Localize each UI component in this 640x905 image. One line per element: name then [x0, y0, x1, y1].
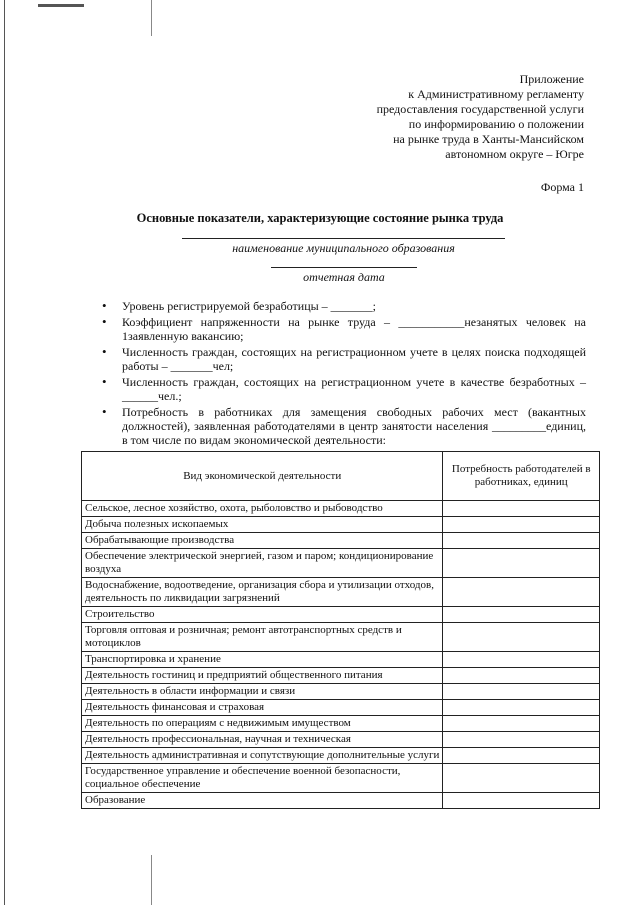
table-row — [82, 501, 600, 517]
demand-cell[interactable] — [443, 578, 600, 607]
activity-cell: Сельское, лесное хозяйство, охота, рыболовство и рыбоводство — [82, 501, 443, 517]
appendix-line: автономном округе – Югре — [445, 147, 584, 161]
demand-cell[interactable] — [443, 533, 600, 549]
economic-activity-table — [81, 451, 600, 809]
activity-cell: Водоснабжение, водоотведение, организация сбора и утилизации отходов, деятельность по ликвидации загрязнений — [82, 578, 443, 607]
table-row — [82, 607, 600, 623]
page-title: Основные показатели, характеризующие состояние рынка труда — [136, 211, 504, 225]
municipality-rule — [182, 238, 505, 239]
activity-cell: Деятельность по операциям с недвижимым имуществом — [82, 716, 443, 732]
demand-cell[interactable] — [443, 684, 600, 700]
table-row — [82, 549, 600, 578]
table-row — [82, 668, 600, 684]
activity-cell: Деятельность административная и сопутствующие дополнительные услуги — [82, 748, 443, 764]
demand-cell[interactable] — [443, 716, 600, 732]
demand-cell[interactable] — [443, 549, 600, 578]
scan-fold-line-top — [151, 0, 152, 36]
indicator-item: • Численность граждан, состоящих на регистрационном учете в качестве безработных – ______чел.; — [102, 375, 586, 403]
demand-cell[interactable] — [443, 623, 600, 652]
table-row — [82, 732, 600, 748]
report-date-caption: отчетная дата — [303, 270, 385, 284]
activity-cell: Добыча полезных ископаемых — [82, 517, 443, 533]
demand-cell[interactable] — [443, 764, 600, 793]
activity-cell: Строительство — [82, 607, 443, 623]
table-header-row — [82, 452, 600, 501]
activity-cell: Деятельность финансовая и страховая — [82, 700, 443, 716]
activity-cell: Обрабатывающие производства — [82, 533, 443, 549]
appendix-line: на рынке труда в Ханты-Мансийском — [393, 132, 584, 146]
table-row — [82, 793, 600, 809]
table-row — [82, 748, 600, 764]
scan-fold-line-bottom — [151, 855, 152, 905]
activity-cell: Деятельность гостиниц и предприятий общественного питания — [82, 668, 443, 684]
activity-cell: Образование — [82, 793, 443, 809]
table-row — [82, 517, 600, 533]
table-row — [82, 716, 600, 732]
table-row — [82, 533, 600, 549]
municipality-field[interactable] — [182, 238, 505, 256]
indicator-item: • Потребность в работниках для замещения свободных рабочих мест (вакантных должностей), заявленная работодателями в центр занятости населения _________единиц, в том числе по видам экономической деятельности: — [102, 405, 586, 447]
demand-cell[interactable] — [443, 501, 600, 517]
table-row — [82, 652, 600, 668]
appendix-block — [377, 72, 584, 162]
form-label: Форма 1 — [540, 180, 584, 194]
table-row — [82, 684, 600, 700]
table-row — [82, 700, 600, 716]
demand-cell[interactable] — [443, 607, 600, 623]
appendix-line: Приложение — [519, 72, 584, 86]
appendix-line: предоставления государственной услуги — [376, 102, 584, 116]
demand-cell[interactable] — [443, 700, 600, 716]
scan-edge-line — [4, 0, 5, 905]
header-activity-type: Вид экономической деятельности — [82, 452, 443, 501]
scan-top-mark — [38, 4, 84, 7]
indicator-list — [102, 299, 586, 449]
indicator-item: • Уровень регистрируемой безработицы – _______; — [102, 299, 586, 313]
demand-cell[interactable] — [443, 748, 600, 764]
table-row — [82, 764, 600, 793]
activity-cell: Обеспечение электрической энергией, газом и паром; кондиционирование воздуха — [82, 549, 443, 578]
header-employer-demand: Потребность работодателей в работниках, единиц — [443, 452, 600, 501]
demand-cell[interactable] — [443, 732, 600, 748]
indicator-item: • Коэффициент напряженности на рынке труда – ___________незанятых человек на 1заявленную вакансию; — [102, 315, 586, 343]
report-date-field[interactable] — [271, 267, 417, 285]
demand-cell[interactable] — [443, 517, 600, 533]
report-date-rule — [271, 267, 417, 268]
activity-cell: Государственное управление и обеспечение военной безопасности, социальное обеспечение — [82, 764, 443, 793]
municipality-caption: наименование муниципального образования — [232, 241, 455, 255]
appendix-line: по информированию о положении — [408, 117, 584, 131]
table-row — [82, 578, 600, 607]
activity-cell: Транспортировка и хранение — [82, 652, 443, 668]
indicator-item: • Численность граждан, состоящих на регистрационном учете в целях поиска подходящей работы – _______чел; — [102, 345, 586, 373]
appendix-line: к Административному регламенту — [408, 87, 584, 101]
demand-cell[interactable] — [443, 652, 600, 668]
activity-cell: Деятельность в области информации и связи — [82, 684, 443, 700]
table-row — [82, 623, 600, 652]
activity-cell: Торговля оптовая и розничная; ремонт автотранспортных средств и мотоциклов — [82, 623, 443, 652]
activity-cell: Деятельность профессиональная, научная и техническая — [82, 732, 443, 748]
demand-cell[interactable] — [443, 793, 600, 809]
demand-cell[interactable] — [443, 668, 600, 684]
